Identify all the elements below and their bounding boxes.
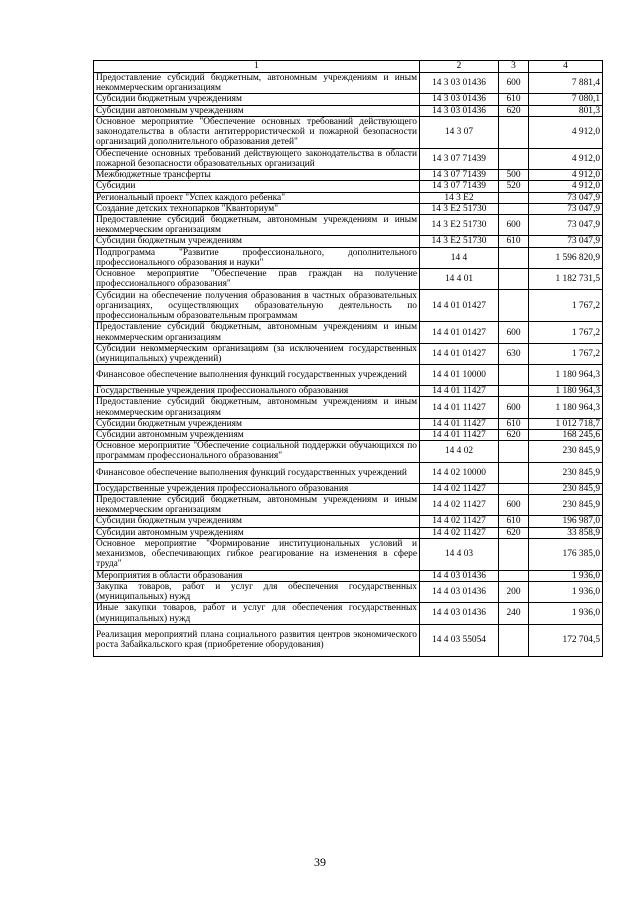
- row-expense-type-cell: [499, 203, 529, 214]
- row-code-cell: 14 4 01 11427: [420, 386, 499, 397]
- row-expense-type-cell: 240: [499, 603, 529, 624]
- row-code-cell: 14 4 02 10000: [420, 462, 499, 483]
- row-amount-cell: 7 881,4: [529, 73, 603, 94]
- row-amount-cell: 230 845,9: [529, 462, 603, 483]
- row-amount-cell: 33 858,9: [529, 527, 603, 538]
- table-row: [94, 105, 603, 116]
- table-row: [94, 624, 603, 656]
- row-name-cell: Субсидии некоммерческим организациям (за исключением государственных (муниципальных) учреждений): [94, 343, 420, 364]
- row-name-cell: Субсидии автономным учреждениям: [94, 430, 420, 441]
- row-name-cell: Субсидии автономным учреждениям: [94, 527, 420, 538]
- row-expense-type-cell: [499, 290, 529, 322]
- row-amount-cell: 1 936,0: [529, 603, 603, 624]
- row-name-cell: Субсидии бюджетным учреждениям: [94, 94, 420, 105]
- table-row: [94, 397, 603, 418]
- row-expense-type-cell: 610: [499, 516, 529, 527]
- row-amount-cell: 1 596 820,9: [529, 247, 603, 268]
- row-name-cell: Субсидии бюджетным учреждениям: [94, 236, 420, 247]
- row-expense-type-cell: [499, 441, 529, 462]
- row-code-cell: 14 4 01 01427: [420, 343, 499, 364]
- table-row: [94, 494, 603, 515]
- row-expense-type-cell: 600: [499, 397, 529, 418]
- row-code-cell: 14 3 07: [420, 116, 499, 148]
- row-name-cell: Предоставление субсидий бюджетным, автономным учреждениям и иным некоммерческим организациям: [94, 397, 420, 418]
- row-amount-cell: 73 047,9: [529, 192, 603, 203]
- row-code-cell: 14 3 E2: [420, 192, 499, 203]
- row-name-cell: Государственные учреждения профессионального образования: [94, 386, 420, 397]
- table-row: [94, 148, 603, 169]
- row-code-cell: 14 4 01 01427: [420, 290, 499, 322]
- row-amount-cell: 4 912,0: [529, 148, 603, 169]
- table-row: [94, 430, 603, 441]
- row-amount-cell: 172 704,5: [529, 624, 603, 656]
- row-expense-type-cell: [499, 192, 529, 203]
- row-name-cell: Субсидии бюджетным учреждениям: [94, 516, 420, 527]
- row-name-cell: Закупка товаров, работ и услуг для обеспечения государственных (муниципальных) нужд: [94, 581, 420, 602]
- table-row: [94, 386, 603, 397]
- row-name-cell: Предоставление субсидий бюджетным, автономным учреждениям и иным некоммерческим организациям: [94, 322, 420, 343]
- row-code-cell: 14 4: [420, 247, 499, 268]
- table-row: [94, 527, 603, 538]
- table-row: [94, 441, 603, 462]
- row-amount-cell: 176 385,0: [529, 538, 603, 570]
- row-amount-cell: 73 047,9: [529, 203, 603, 214]
- row-expense-type-cell: [499, 365, 529, 386]
- row-name-cell: Субсидии на обеспечение получения образования в частных образовательных организациях, осуществляющих образовательную деятельность по профессиональным образовательным программам: [94, 290, 420, 322]
- row-name-cell: Финансовое обеспечение выполнения функций государственных учреждений: [94, 365, 420, 386]
- table-row: [94, 94, 603, 105]
- row-name-cell: Реализация мероприятий плана социального развития центров экономического роста Забайкальского края (приобретение оборудования): [94, 624, 420, 656]
- row-name-cell: Обеспечение основных требований действующего законодательства в области пожарной безопасности образовательных организаций: [94, 148, 420, 169]
- row-name-cell: Предоставление субсидий бюджетным, автономным учреждениям и иным некоммерческим организациям: [94, 73, 420, 94]
- row-amount-cell: 801,3: [529, 105, 603, 116]
- row-code-cell: 14 4 02: [420, 441, 499, 462]
- column-header-code: 2: [420, 61, 499, 73]
- row-code-cell: 14 3 03 01436: [420, 94, 499, 105]
- row-amount-cell: 1 180 964,3: [529, 365, 603, 386]
- table-row: [94, 73, 603, 94]
- row-name-cell: Мероприятия в области образования: [94, 570, 420, 581]
- page-number: 39: [314, 855, 326, 869]
- row-amount-cell: 4 912,0: [529, 170, 603, 181]
- table-row: [94, 236, 603, 247]
- row-code-cell: 14 4 03 55054: [420, 624, 499, 656]
- table-row: [94, 247, 603, 268]
- row-amount-cell: 230 845,9: [529, 441, 603, 462]
- row-expense-type-cell: 600: [499, 215, 529, 236]
- row-expense-type-cell: [499, 538, 529, 570]
- row-amount-cell: 1 767,2: [529, 343, 603, 364]
- row-amount-cell: 4 912,0: [529, 181, 603, 192]
- table-row: [94, 570, 603, 581]
- table-row: [94, 462, 603, 483]
- row-amount-cell: 73 047,9: [529, 236, 603, 247]
- row-code-cell: 14 3 07 71439: [420, 148, 499, 169]
- row-expense-type-cell: 620: [499, 105, 529, 116]
- row-code-cell: 14 3 E2 51730: [420, 203, 499, 214]
- table-row: [94, 181, 603, 192]
- row-expense-type-cell: [499, 269, 529, 290]
- budget-table-body: [94, 61, 603, 657]
- row-amount-cell: 168 245,6: [529, 430, 603, 441]
- row-code-cell: 14 4 01 11427: [420, 430, 499, 441]
- row-code-cell: 14 3 03 01436: [420, 73, 499, 94]
- row-code-cell: 14 4 01 10000: [420, 365, 499, 386]
- row-name-cell: Основное мероприятие "Обеспечение основных требований действующего законодательства в области антитеррористической и пожарной безопасности организаций дополнительного образования детей": [94, 116, 420, 148]
- row-code-cell: 14 4 01: [420, 269, 499, 290]
- row-name-cell: Создание детских технопарков "Кванториум": [94, 203, 420, 214]
- row-code-cell: 14 4 03 01436: [420, 570, 499, 581]
- row-amount-cell: 196 987,0: [529, 516, 603, 527]
- column-header-row: [94, 61, 603, 73]
- row-amount-cell: 1 180 964,3: [529, 397, 603, 418]
- table-row: [94, 203, 603, 214]
- row-name-cell: Подпрограмма "Развитие профессионального, дополнительного профессионального образования и науки": [94, 247, 420, 268]
- row-code-cell: 14 3 E2 51730: [420, 215, 499, 236]
- row-expense-type-cell: 630: [499, 343, 529, 364]
- row-expense-type-cell: 600: [499, 322, 529, 343]
- row-expense-type-cell: [499, 483, 529, 494]
- row-amount-cell: 230 845,9: [529, 494, 603, 515]
- row-amount-cell: 7 080,1: [529, 94, 603, 105]
- row-code-cell: 14 3 E2 51730: [420, 236, 499, 247]
- row-code-cell: 14 3 07 71439: [420, 181, 499, 192]
- row-expense-type-cell: 610: [499, 94, 529, 105]
- row-expense-type-cell: [499, 624, 529, 656]
- table-row: [94, 581, 603, 602]
- table-row: [94, 116, 603, 148]
- row-amount-cell: 73 047,9: [529, 215, 603, 236]
- column-header-amount: 4: [529, 61, 603, 73]
- row-name-cell: Субсидии: [94, 181, 420, 192]
- row-amount-cell: 4 912,0: [529, 116, 603, 148]
- row-name-cell: Иные закупки товаров, работ и услуг для обеспечения государственных (муниципальных) нужд: [94, 603, 420, 624]
- table-row: [94, 170, 603, 181]
- row-code-cell: 14 4 02 11427: [420, 494, 499, 515]
- row-amount-cell: 1 767,2: [529, 290, 603, 322]
- row-expense-type-cell: [499, 116, 529, 148]
- column-header-name: 1: [94, 61, 420, 73]
- row-amount-cell: 230 845,9: [529, 483, 603, 494]
- row-name-cell: Субсидии автономным учреждениям: [94, 105, 420, 116]
- row-expense-type-cell: 500: [499, 170, 529, 181]
- table-row: [94, 538, 603, 570]
- table-row: [94, 483, 603, 494]
- row-code-cell: 14 4 03: [420, 538, 499, 570]
- row-expense-type-cell: 520: [499, 181, 529, 192]
- row-expense-type-cell: 600: [499, 73, 529, 94]
- row-expense-type-cell: 620: [499, 527, 529, 538]
- row-amount-cell: 1 180 964,3: [529, 386, 603, 397]
- table-row: [94, 516, 603, 527]
- row-expense-type-cell: 620: [499, 430, 529, 441]
- row-name-cell: Основное мероприятие "Обеспечение социальной поддержки обучающихся по программам профессионального образования": [94, 441, 420, 462]
- row-name-cell: Субсидии бюджетным учреждениям: [94, 418, 420, 429]
- row-expense-type-cell: [499, 462, 529, 483]
- row-expense-type-cell: [499, 386, 529, 397]
- row-code-cell: 14 3 07 71439: [420, 170, 499, 181]
- column-header-expense-type: 3: [499, 61, 529, 73]
- row-expense-type-cell: [499, 247, 529, 268]
- table-row: [94, 290, 603, 322]
- row-code-cell: 14 4 01 11427: [420, 397, 499, 418]
- row-expense-type-cell: [499, 570, 529, 581]
- table-row: [94, 365, 603, 386]
- row-code-cell: 14 4 03 01436: [420, 581, 499, 602]
- row-name-cell: Предоставление субсидий бюджетным, автономным учреждениям и иным некоммерческим организациям: [94, 215, 420, 236]
- row-amount-cell: 1 012 718,7: [529, 418, 603, 429]
- row-code-cell: 14 4 02 11427: [420, 527, 499, 538]
- row-expense-type-cell: 610: [499, 236, 529, 247]
- table-row: [94, 603, 603, 624]
- row-code-cell: 14 4 01 01427: [420, 322, 499, 343]
- row-amount-cell: 1 182 731,5: [529, 269, 603, 290]
- row-expense-type-cell: [499, 148, 529, 169]
- row-name-cell: Финансовое обеспечение выполнения функций государственных учреждений: [94, 462, 420, 483]
- table-row: [94, 418, 603, 429]
- row-code-cell: 14 4 02 11427: [420, 483, 499, 494]
- budget-table: [93, 60, 603, 657]
- row-amount-cell: 1 936,0: [529, 570, 603, 581]
- row-amount-cell: 1 936,0: [529, 581, 603, 602]
- table-row: [94, 269, 603, 290]
- row-name-cell: Региональный проект "Успех каждого ребенка": [94, 192, 420, 203]
- table-row: [94, 343, 603, 364]
- row-expense-type-cell: 610: [499, 418, 529, 429]
- row-code-cell: 14 4 03 01436: [420, 603, 499, 624]
- table-row: [94, 192, 603, 203]
- row-expense-type-cell: 200: [499, 581, 529, 602]
- row-code-cell: 14 4 01 11427: [420, 418, 499, 429]
- table-row: [94, 215, 603, 236]
- row-code-cell: 14 3 03 01436: [420, 105, 499, 116]
- row-name-cell: Государственные учреждения профессионального образования: [94, 483, 420, 494]
- row-name-cell: Основное мероприятие "Формирование институциональных условий и механизмов, обеспечивающих гибкое реагирование на изменения в сфере труда": [94, 538, 420, 570]
- row-code-cell: 14 4 02 11427: [420, 516, 499, 527]
- row-name-cell: Основное мероприятие "Обеспечение прав граждан на получение профессионального образования": [94, 269, 420, 290]
- row-name-cell: Межбюджетные трансферты: [94, 170, 420, 181]
- row-amount-cell: 1 767,2: [529, 322, 603, 343]
- row-expense-type-cell: 600: [499, 494, 529, 515]
- table-row: [94, 322, 603, 343]
- row-name-cell: Предоставление субсидий бюджетным, автономным учреждениям и иным некоммерческим организациям: [94, 494, 420, 515]
